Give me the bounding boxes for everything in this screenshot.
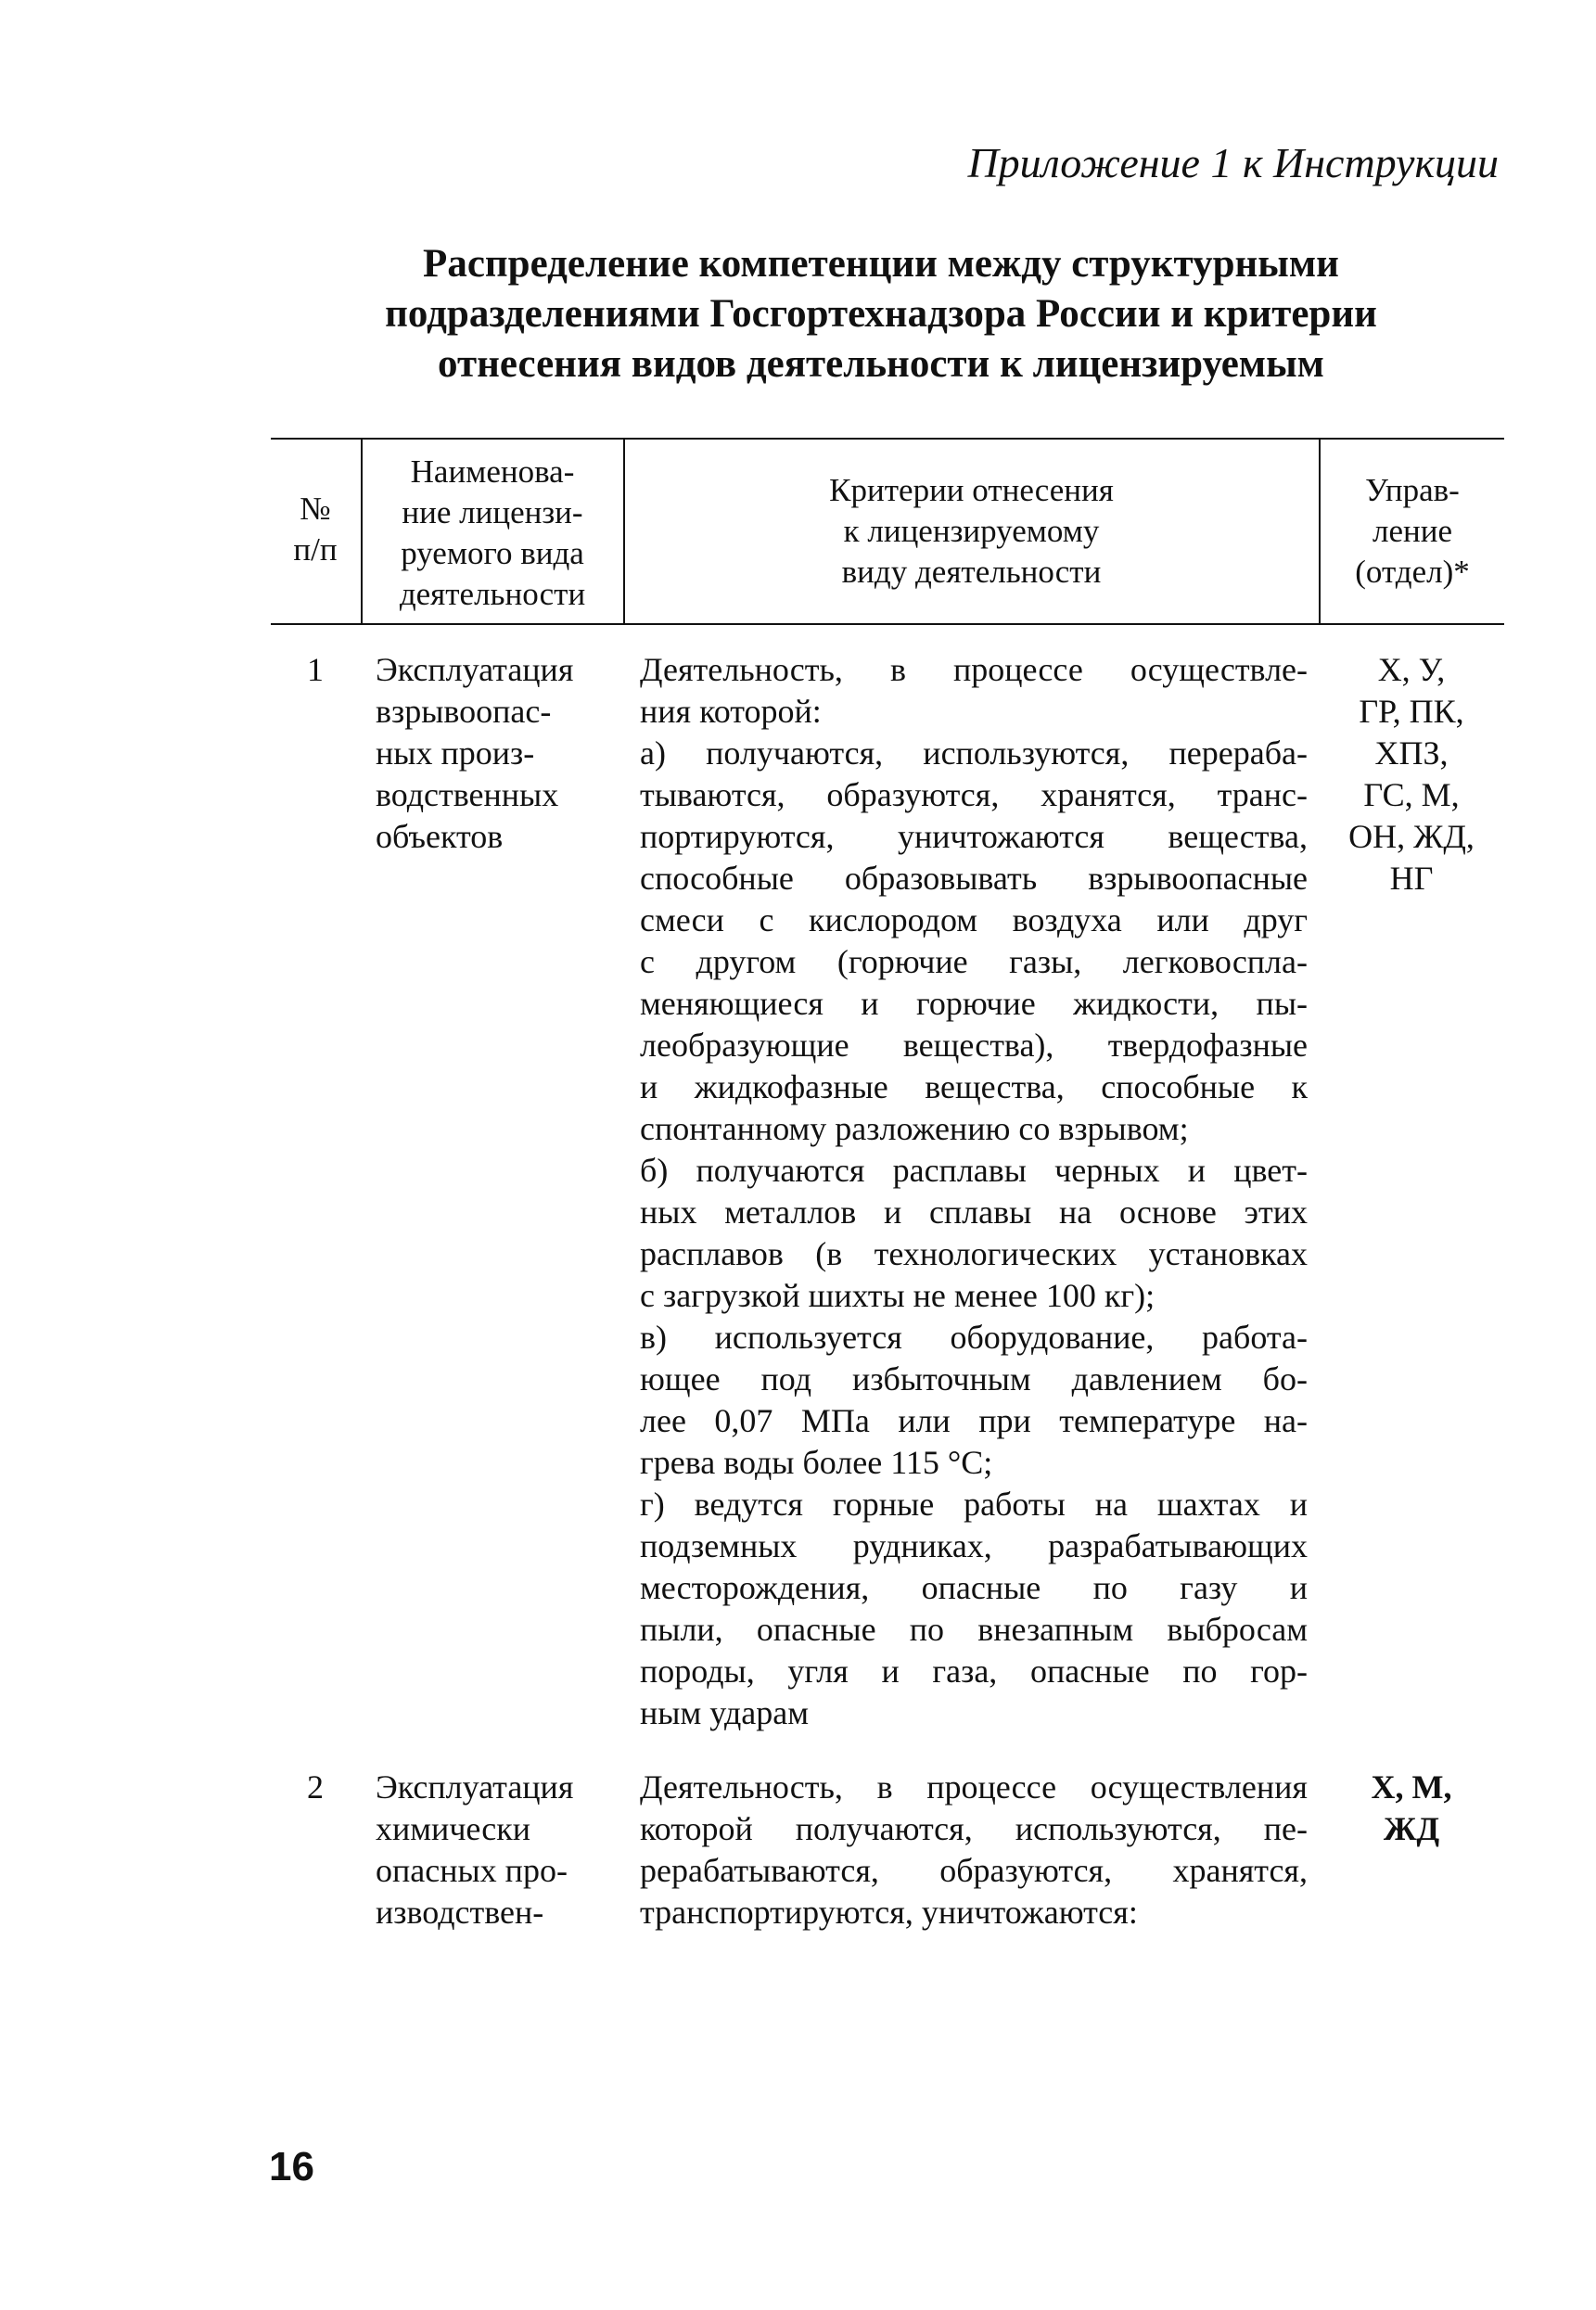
row-1-department: Х, У, ГР, ПК, ХПЗ, ГС, М, ОН, ЖД, НГ — [1348, 651, 1475, 897]
page-title — [315, 239, 1447, 389]
table-header-rule — [271, 623, 1504, 625]
row-1-number: 1 — [307, 651, 324, 688]
column-divider — [361, 438, 363, 623]
title-line: подразделениями Госгортехнадзора России и критерии — [385, 292, 1377, 336]
row-2-department: Х, М, ЖД — [1371, 1768, 1452, 1847]
row-2-number: 2 — [307, 1768, 324, 1806]
column-divider — [623, 438, 625, 623]
row-2-name: Эксплуатация химически опасных про- изводствен- — [376, 1768, 574, 1931]
header-department: Управ- ление (отдел)* — [1355, 472, 1470, 590]
title-line: Распределение компетенции между структурными — [423, 242, 1339, 286]
header-criteria: Критерии отнесения к лицензируемому виду деятельности — [829, 472, 1114, 590]
header-name: Наименова- ние лицензи- руемого вида деятельности — [399, 453, 586, 612]
appendix-label: Приложение 1 к Инструкции — [967, 139, 1499, 186]
row-1-name: Эксплуатация взрывоопас- ных произ- водственных объектов — [376, 651, 574, 855]
header-number: № п/п — [293, 491, 338, 568]
title-line: отнесения видов деятельности к лицензируемым — [438, 342, 1324, 386]
page-number: 16 — [269, 2144, 314, 2189]
row-1-criteria: Деятельность, в процессе осуществле- ния которой: а) получаются, используются, перераба- тываются, образуются, хранятся, транс- портируются, уничтожаются вещества, способные образовывать взрывоопасные смеси с кислородом воздуха или друг с другом (горючие газы, легковоспла- меняющиеся и горючие жидкости, пы- леобразующие вещества), твердофазные и жидкофазные вещества, способные к спонтанному разложению со взрывом; б) получаются расплавы черных и цвет- ных металлов и сплавы на основе этих расплавов (в технологических установках с загрузкой шихты не менее 100 кг); в) используется оборудование, работа- ющее под избыточным давлением бо- лее 0,07 МПа или при температуре на- грева воды более 115 °С; г) ведутся горные работы на шахтах и подземных рудниках, разрабатывающих месторождения, опасные по газу и пыли, опасные по внезапным выбросам породы, угля и газа, опасные по гор- ным ударам — [640, 651, 1308, 1731]
row-2-criteria: Деятельность, в процессе осуществления которой получаются, используются, пе- рерабатываются, образуются, хранятся, транспортируются, уничтожаются: — [640, 1768, 1308, 1931]
